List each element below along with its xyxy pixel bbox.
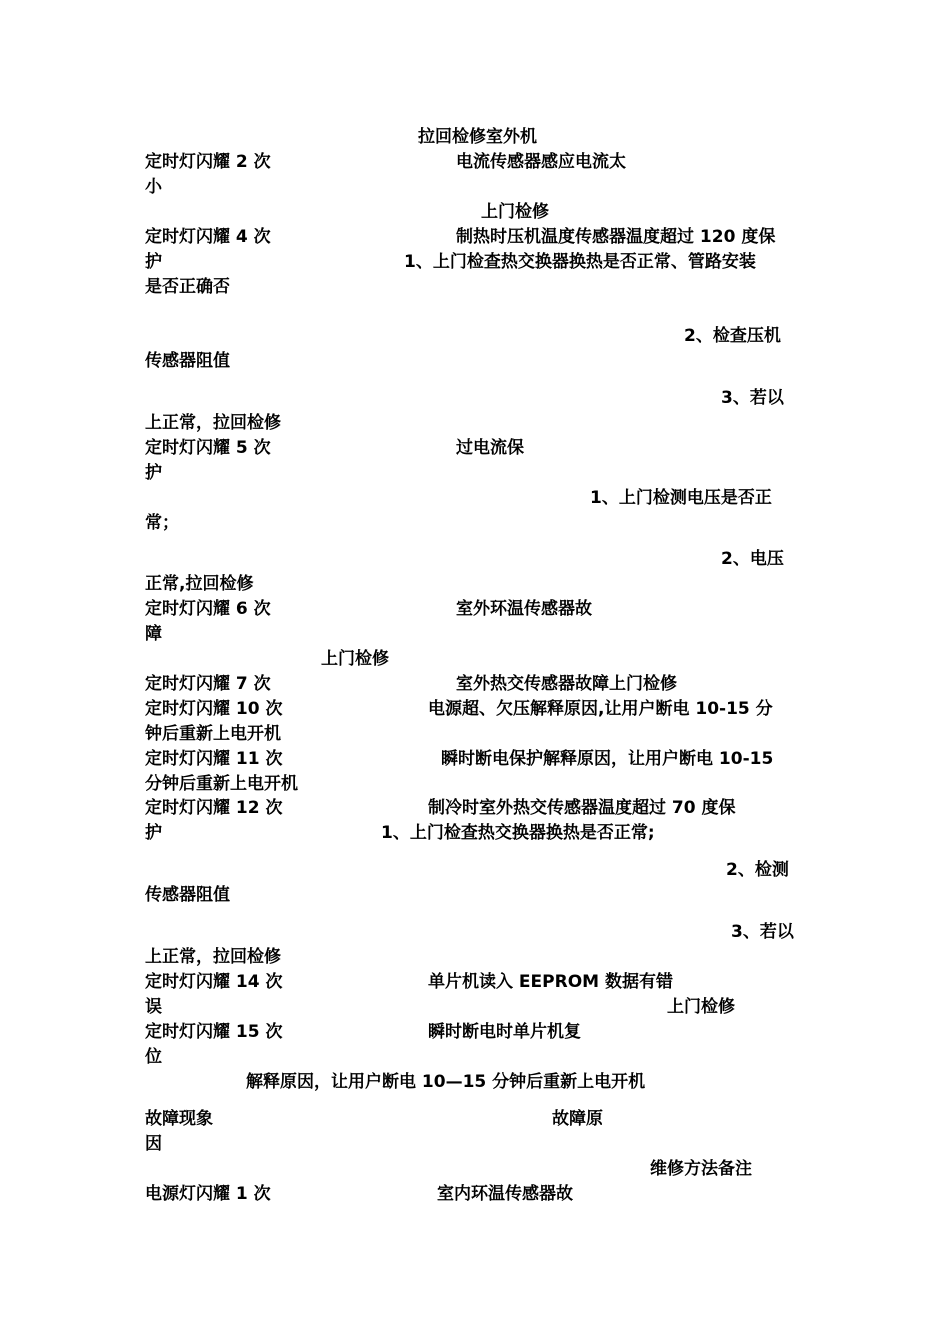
text-line: 1、上门检测电压是否正 bbox=[590, 488, 772, 508]
text-line: 1、上门检查热交换器换热是否正常、管路安装 bbox=[404, 252, 756, 272]
text-line: 2、检查压机 bbox=[684, 326, 781, 346]
text-line: 是否正确否 bbox=[145, 277, 230, 297]
text-line: 传感器阻值 bbox=[145, 351, 230, 371]
text-line: 护 bbox=[145, 823, 162, 843]
text-line: 故障原 bbox=[552, 1109, 603, 1129]
text-line: 室外热交传感器故障上门检修 bbox=[456, 674, 677, 694]
text-line: 常； bbox=[145, 513, 179, 533]
text-line: 单片机读入 EEPROM 数据有错 bbox=[428, 972, 673, 992]
text-line: 定时灯闪耀 14 次 bbox=[145, 972, 283, 992]
text-line: 维修方法备注 bbox=[650, 1159, 752, 1179]
text-line: 定时灯闪耀 7 次 bbox=[145, 674, 271, 694]
text-line: 定时灯闪耀 2 次 bbox=[145, 152, 271, 172]
text-line: 解释原因，让用户断电 10—15 分钟后重新上电开机 bbox=[246, 1072, 646, 1092]
text-line: 小 bbox=[145, 177, 162, 197]
text-line: 2、电压 bbox=[721, 549, 784, 569]
text-line: 故障现象 bbox=[145, 1109, 213, 1129]
text-line: 护 bbox=[145, 463, 162, 483]
text-line: 分钟后重新上电开机 bbox=[145, 774, 298, 794]
text-line: 定时灯闪耀 6 次 bbox=[145, 599, 271, 619]
text-line: 3、若以 bbox=[721, 388, 784, 408]
text-line: 拉回检修室外机 bbox=[418, 127, 537, 147]
text-line: 误 bbox=[145, 997, 162, 1017]
text-line: 1、上门检查热交换器换热是否正常; bbox=[381, 823, 655, 843]
text-line: 钟后重新上电开机 bbox=[145, 724, 281, 744]
text-line: 瞬时断电时单片机复 bbox=[428, 1022, 581, 1042]
text-line: 上门检修 bbox=[667, 997, 735, 1017]
text-line: 护 bbox=[145, 252, 162, 272]
text-line: 3、若以 bbox=[731, 922, 794, 942]
text-line: 障 bbox=[145, 624, 162, 644]
text-line: 制冷时室外热交传感器温度超过 70 度保 bbox=[428, 798, 736, 818]
text-line: 电源灯闪耀 1 次 bbox=[145, 1184, 271, 1204]
text-line: 上门检修 bbox=[481, 202, 549, 222]
text-line: 正常,拉回检修 bbox=[145, 574, 254, 594]
text-line: 定时灯闪耀 5 次 bbox=[145, 438, 271, 458]
text-line: 定时灯闪耀 4 次 bbox=[145, 227, 271, 247]
text-line: 因 bbox=[145, 1134, 162, 1154]
text-line: 过电流保 bbox=[456, 438, 524, 458]
text-line: 电流传感器感应电流太 bbox=[456, 152, 626, 172]
text-line: 室外环温传感器故 bbox=[456, 599, 592, 619]
text-line: 瞬时断电保护解释原因，让用户断电 10-15 bbox=[441, 749, 774, 769]
text-line: 定时灯闪耀 11 次 bbox=[145, 749, 283, 769]
text-line: 制热时压机温度传感器温度超过 120 度保 bbox=[456, 227, 776, 247]
text-line: 定时灯闪耀 10 次 bbox=[145, 699, 283, 719]
text-line: 定时灯闪耀 15 次 bbox=[145, 1022, 283, 1042]
text-line: 传感器阻值 bbox=[145, 885, 230, 905]
text-line: 上正常，拉回检修 bbox=[145, 413, 281, 433]
text-line: 2、检测 bbox=[726, 860, 789, 880]
text-line: 上门检修 bbox=[321, 649, 389, 669]
text-line: 室内环温传感器故 bbox=[437, 1184, 573, 1204]
text-line: 定时灯闪耀 12 次 bbox=[145, 798, 283, 818]
text-line: 位 bbox=[145, 1047, 162, 1067]
text-line: 上正常，拉回检修 bbox=[145, 947, 281, 967]
text-line: 电源超、欠压解释原因,让用户断电 10-15 分 bbox=[428, 699, 773, 719]
